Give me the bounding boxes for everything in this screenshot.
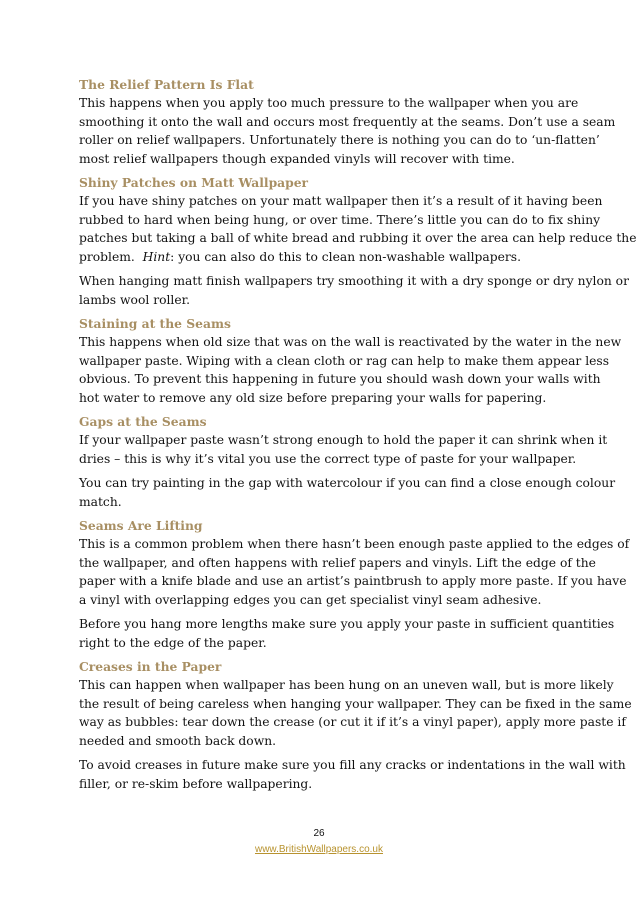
text-line: paper with a knife blade and use an artist’s paintbrush to apply more paste. If you have — [79, 574, 627, 588]
text-line: right to the edge of the paper. — [79, 635, 267, 650]
text-line: You can try painting in the gap with watercolour if you can find a close enough colour — [79, 476, 616, 490]
paragraph — [79, 431, 608, 468]
paragraph — [79, 333, 622, 407]
text-line: lambs wool roller. — [79, 292, 191, 307]
section-heading: Shiny Patches on Matt Wallpaper — [79, 175, 309, 190]
text-line: patches but taking a ball of white bread and rubbing it over the area can help reduce the — [79, 231, 637, 245]
text-line: way as bubbles: tear down the crease (or cut it if it’s a vinyl paper), apply more paste if — [79, 715, 626, 729]
text-line: the wallpaper, and often happens with relief papers and vinyls. Lift the edge of the — [79, 555, 596, 570]
text-line: This is a common problem when there hasn’t been enough paste applied to the edges of — [79, 537, 630, 551]
section-heading: Gaps at the Seams — [79, 414, 207, 429]
text-line: If your wallpaper paste wasn’t strong enough to hold the paper it can shrink when it — [79, 433, 608, 447]
paragraph — [79, 535, 630, 609]
section-seams-lifting — [79, 517, 630, 652]
paragraph — [79, 192, 637, 266]
section-shiny-patches — [79, 174, 637, 309]
paragraph — [79, 615, 615, 652]
text-line: If you have shiny patches on your matt wallpaper then it’s a result of it having been — [79, 194, 603, 208]
website-link[interactable]: www.BritishWallpapers.co.uk — [254, 844, 383, 855]
text-line: rubbed to hard when being hung, or over time. There’s little you can do to fix shiny — [79, 212, 601, 227]
text-line: smoothing it onto the wall and occurs most frequently at the seams. Don’t use a seam — [79, 114, 616, 129]
section-creases-paper — [79, 658, 632, 793]
text-line: needed and smooth back down. — [79, 733, 277, 748]
section-relief-pattern-flat — [79, 76, 616, 168]
text-line: the result of being careless when hanging your wallpaper. They can be fixed in the same — [79, 696, 632, 711]
paragraph — [79, 272, 629, 309]
text-line: This can happen when wallpaper has been hung on an uneven wall, but is more likely — [79, 678, 614, 692]
text-line: filler, or re-skim before wallpapering. — [79, 776, 313, 791]
section-heading: Seams Are Lifting — [79, 518, 203, 533]
text-line: hot water to remove any old size before preparing your walls for papering. — [79, 390, 547, 405]
text-segment: problem. — [79, 249, 143, 264]
paragraph — [79, 756, 626, 793]
section-heading: Creases in the Paper — [79, 659, 222, 674]
document-body — [79, 76, 637, 799]
section-staining-seams — [79, 315, 622, 407]
paragraph — [79, 474, 616, 511]
text-line: Before you hang more lengths make sure you apply your paste in sufficient quantities — [79, 617, 615, 631]
text-line: When hanging matt finish wallpapers try smoothing it with a dry sponge or dry nylon or — [79, 274, 629, 288]
page-number: 26 — [313, 828, 325, 839]
text-segment: : you can also do this to clean non-washable wallpapers. — [170, 249, 522, 264]
section-gaps-seams — [79, 413, 616, 511]
section-heading: Staining at the Seams — [79, 316, 231, 331]
hint-emphasis: Hint — [142, 249, 171, 264]
text-line: This happens when old size that was on the wall is reactivated by the water in the new — [79, 335, 622, 349]
text-line: To avoid creases in future make sure you fill any cracks or indentations in the wall with — [79, 758, 626, 772]
section-heading: The Relief Pattern Is Flat — [79, 77, 254, 92]
text-line: most relief wallpapers though expanded vinyls will recover with time. — [79, 151, 515, 166]
paragraph — [79, 94, 616, 168]
text-line: obvious. To prevent this happening in future you should wash down your walls with — [79, 372, 601, 386]
text-line: wallpaper paste. Wiping with a clean cloth or rag can help to make them appear less — [79, 353, 610, 368]
text-line: dries – this is why it’s vital you use the correct type of paste for your wallpaper. — [79, 451, 577, 466]
paragraph — [79, 676, 632, 750]
text-line: This happens when you apply too much pressure to the wallpaper when you are — [79, 96, 579, 110]
text-line — [79, 248, 569, 267]
text-line: roller on relief wallpapers. Unfortunately there is nothing you can do to ‘un-flatten’ — [79, 133, 600, 147]
page-footer — [0, 826, 638, 858]
text-line: a vinyl with overlapping edges you can get specialist vinyl seam adhesive. — [79, 592, 542, 607]
text-line: match. — [79, 494, 122, 509]
